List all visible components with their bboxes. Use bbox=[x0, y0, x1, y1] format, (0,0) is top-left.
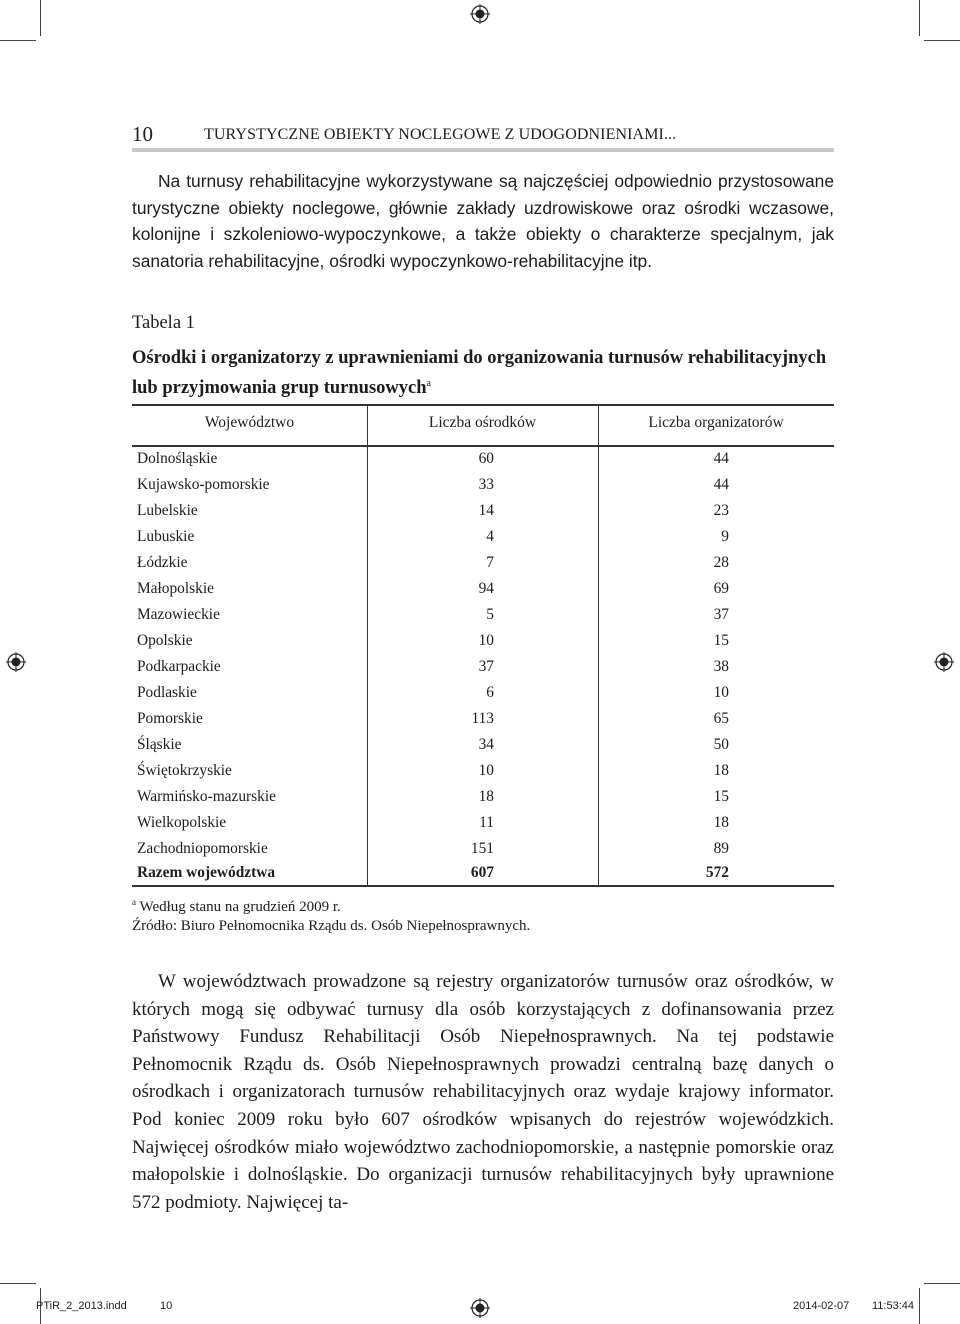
footnote-mark: a bbox=[132, 897, 136, 907]
row-centers: 113 bbox=[471, 710, 494, 727]
row-organizers: 10 bbox=[713, 684, 729, 701]
crop-mark-icon bbox=[919, 0, 920, 36]
row-organizers: 15 bbox=[713, 632, 729, 649]
row-region: Lubelskie bbox=[137, 502, 198, 519]
total-label: Razem województwa bbox=[137, 864, 276, 881]
table-row bbox=[132, 554, 834, 580]
row-organizers: 18 bbox=[713, 762, 729, 779]
crop-mark-icon bbox=[924, 1283, 960, 1284]
row-centers: 60 bbox=[478, 450, 494, 467]
row-organizers: 28 bbox=[713, 554, 729, 571]
table-row bbox=[132, 710, 834, 736]
column-header-centers: Liczba ośrodków bbox=[428, 414, 537, 431]
table-notes bbox=[132, 893, 530, 936]
row-centers: 4 bbox=[486, 528, 494, 545]
row-organizers: 38 bbox=[713, 658, 729, 675]
table-bottom-rule bbox=[132, 885, 834, 887]
slug-filename: PTiR_2_2013.indd bbox=[36, 1300, 127, 1312]
registration-target-icon bbox=[470, 1298, 490, 1318]
row-organizers: 44 bbox=[713, 450, 729, 467]
table-footnote bbox=[132, 893, 530, 917]
column-header-organizers: Liczba organizatorów bbox=[648, 414, 784, 431]
crop-mark-icon bbox=[924, 40, 960, 41]
body-paragraph-text: W województwach prowadzone są rejestry organizatorów turnusów oraz ośrodków, w których mogą się odbywać turnusy dla osób korzystających z dofinansowania przez Państwowy Fundusz Rehabilitacji Osób Niepełnosprawnych. Na tej podstawie Pełnomocnik Rządu ds. Osób Niepełnosprawnych prowadzi centralną bazę danych o ośrodkach i organizatorach turnusów rehabilitacyjnych oraz wydaje krajowy informator. Pod koniec 2009 roku było 607 ośrodków wpisanych do rejestrów wojewódzkich. Najwięcej ośrodków miało województwo zachodniopomorskie, a następnie pomorskie oraz małopolskie i dolnośląskie. Do organizacji turnusów rehabilitacyjnych były uprawnione 572 podmioty. Najwięcej ta- bbox=[132, 971, 834, 1213]
table-row bbox=[132, 736, 834, 762]
row-region: Zachodniopomorskie bbox=[137, 840, 268, 857]
row-region: Opolskie bbox=[137, 632, 193, 649]
row-centers: 10 bbox=[478, 632, 494, 649]
table-top-rule bbox=[132, 404, 834, 406]
row-organizers: 69 bbox=[713, 580, 729, 597]
row-organizers: 18 bbox=[713, 814, 729, 831]
row-centers: 18 bbox=[478, 788, 494, 805]
row-centers: 94 bbox=[478, 580, 494, 597]
table-row bbox=[132, 450, 834, 476]
row-region: Dolnośląskie bbox=[137, 450, 218, 467]
table-row bbox=[132, 658, 834, 684]
row-organizers: 44 bbox=[713, 476, 729, 493]
table-row bbox=[132, 814, 834, 840]
registration-target-icon bbox=[6, 652, 26, 672]
table-title bbox=[132, 346, 834, 401]
table-row bbox=[132, 788, 834, 814]
row-organizers: 65 bbox=[713, 710, 729, 727]
row-organizers: 37 bbox=[713, 606, 729, 623]
row-centers: 34 bbox=[478, 736, 494, 753]
body-paragraph bbox=[132, 968, 834, 1216]
table-row bbox=[132, 632, 834, 658]
running-title: TURYSTYCZNE OBIEKTY NOCLEGOWE Z UDOGODNIENIAMI... bbox=[204, 126, 677, 143]
row-region: Kujawsko-pomorskie bbox=[137, 476, 270, 493]
table-title-footnote-mark: a bbox=[426, 378, 431, 389]
row-region: Podlaskie bbox=[137, 684, 197, 701]
slug-date: 2014-02-07 bbox=[793, 1300, 850, 1312]
row-region: Świętokrzyskie bbox=[137, 762, 232, 779]
row-centers: 5 bbox=[486, 606, 494, 623]
registration-target-icon bbox=[470, 4, 490, 24]
column-header-region: Województwo bbox=[204, 414, 295, 431]
row-centers: 151 bbox=[470, 840, 494, 857]
table-row bbox=[132, 684, 834, 710]
table-row bbox=[132, 762, 834, 788]
row-region: Łódzkie bbox=[137, 554, 188, 571]
crop-mark-icon bbox=[0, 1283, 36, 1284]
total-centers: 607 bbox=[470, 864, 494, 881]
row-region: Wielkopolskie bbox=[137, 814, 227, 831]
total-organizers: 572 bbox=[705, 864, 729, 881]
row-centers: 37 bbox=[478, 658, 494, 675]
row-region: Warmińsko-mazurskie bbox=[137, 788, 276, 805]
row-organizers: 89 bbox=[713, 840, 729, 857]
intro-paragraph-text: Na turnusy rehabilitacyjne wykorzystywane są najczęściej odpowiednio przystosowane turystyczne obiekty noclegowe, głównie zakłady uzdrowiskowe oraz ośrodki wczasowe, kolonijne i szkoleniowo-wypoczynkowe, a także obiekty o charakterze specjalnym, jak sanatoria rehabilitacyjne, ośrodki wypoczynkowo-rehabilitacyjne itp. bbox=[132, 171, 834, 271]
row-centers: 7 bbox=[486, 554, 494, 571]
row-region: Podkarpackie bbox=[137, 658, 221, 675]
table-row bbox=[132, 528, 834, 554]
registration-target-icon bbox=[934, 652, 954, 672]
table-source: Źródło: Biuro Pełnomocnika Rządu ds. Osób Niepełnosprawnych. bbox=[132, 918, 531, 934]
row-centers: 11 bbox=[479, 814, 494, 831]
table-row bbox=[132, 840, 834, 866]
slug-time: 11:53:44 bbox=[872, 1300, 915, 1312]
table-row bbox=[132, 476, 834, 502]
row-region: Śląskie bbox=[137, 736, 182, 753]
row-region: Pomorskie bbox=[137, 710, 203, 727]
row-centers: 6 bbox=[486, 684, 494, 701]
table-title-text: Ośrodki i organizatorzy z uprawnieniami do organizowania turnusów rehabilitacyjnych lub przyjmowania grup turnusowych bbox=[132, 348, 827, 399]
row-organizers: 9 bbox=[721, 528, 729, 545]
running-header bbox=[132, 122, 834, 152]
header-rule bbox=[132, 148, 834, 152]
row-organizers: 50 bbox=[713, 736, 729, 753]
table-row bbox=[132, 580, 834, 606]
crop-mark-icon bbox=[40, 0, 41, 36]
data-table bbox=[132, 404, 834, 886]
table-row bbox=[132, 502, 834, 528]
intro-paragraph bbox=[132, 168, 834, 274]
row-organizers: 15 bbox=[713, 788, 729, 805]
row-region: Lubuskie bbox=[137, 528, 195, 545]
row-region: Mazowieckie bbox=[137, 606, 220, 623]
row-centers: 10 bbox=[478, 762, 494, 779]
row-centers: 33 bbox=[478, 476, 494, 493]
table-header-rule bbox=[132, 445, 834, 447]
table-row bbox=[132, 606, 834, 632]
row-region: Małopolskie bbox=[137, 580, 214, 597]
crop-mark-icon bbox=[919, 1288, 920, 1324]
row-centers: 14 bbox=[478, 502, 494, 519]
crop-mark-icon bbox=[0, 40, 36, 41]
table-label: Tabela 1 bbox=[132, 313, 195, 333]
slug-page: 10 bbox=[160, 1300, 173, 1312]
row-organizers: 23 bbox=[713, 502, 729, 519]
page-number: 10 bbox=[132, 122, 153, 146]
footnote-text: Według stanu na grudzień 2009 r. bbox=[139, 899, 341, 915]
